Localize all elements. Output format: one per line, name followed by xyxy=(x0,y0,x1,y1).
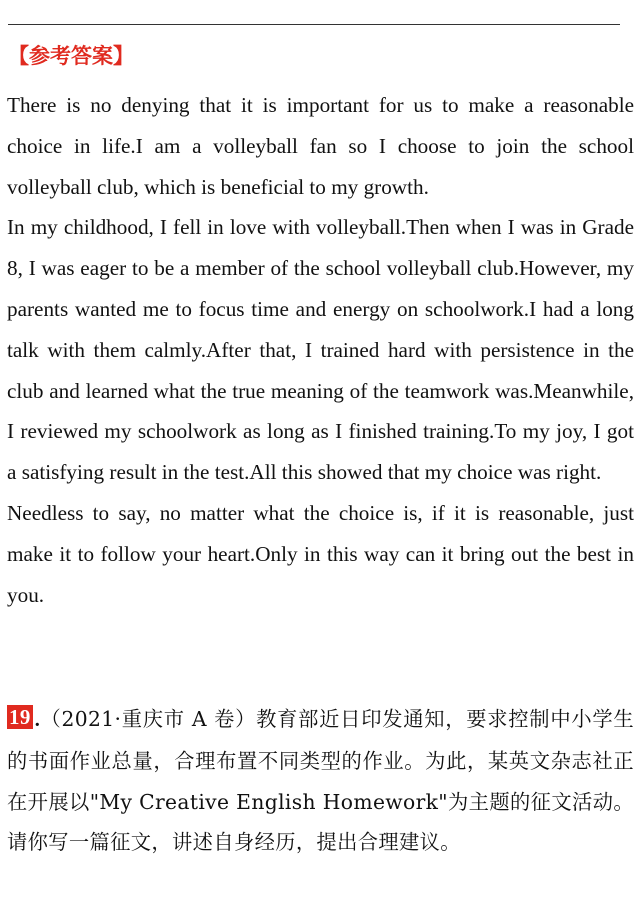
question-19 xyxy=(7,699,634,863)
question-prompt-text: （2021·重庆市 A 卷）教育部近日印发通知，要求控制中小学生的书面作业总量，合理布置不同类型的作业。为此，某英文杂志社正在开展以"My Creative English Homework"为主题的征文活动。请你写一篇征文，讲述自身经历，提出合理建议。 xyxy=(7,707,634,855)
question-number-dot: . xyxy=(34,709,41,731)
model-essay xyxy=(7,85,634,615)
essay-paragraph-3: Needless to say, no matter what the choice is, if it is reasonable, just make it to follow your heart.Only in this way can it bring out the best in you. xyxy=(7,500,634,607)
top-divider xyxy=(8,24,620,25)
essay-paragraph-2: In my childhood, I fell in love with volleyball.Then when I was in Grade 8, I was eager to be a member of the school volleyball club.However, my parents wanted me to focus time and energy on schoolwork.I had a long talk with them calmly.After that, I trained hard with persistence in the club and learned what the true meaning of the teamwork was.Meanwhile, I reviewed my schoolwork as long as I finished training.To my joy, I got a satisfying result in the test.All this showed that my choice was right. xyxy=(7,215,634,485)
reference-answer-heading: 【参考答案】 xyxy=(8,44,134,68)
question-number-badge: 19 xyxy=(9,705,31,729)
essay-paragraph-1: There is no denying that it is important for us to make a reasonable choice in life.I am a volleyball fan so I choose to join the school volleyball club, which is beneficial to my growth. xyxy=(7,93,634,199)
